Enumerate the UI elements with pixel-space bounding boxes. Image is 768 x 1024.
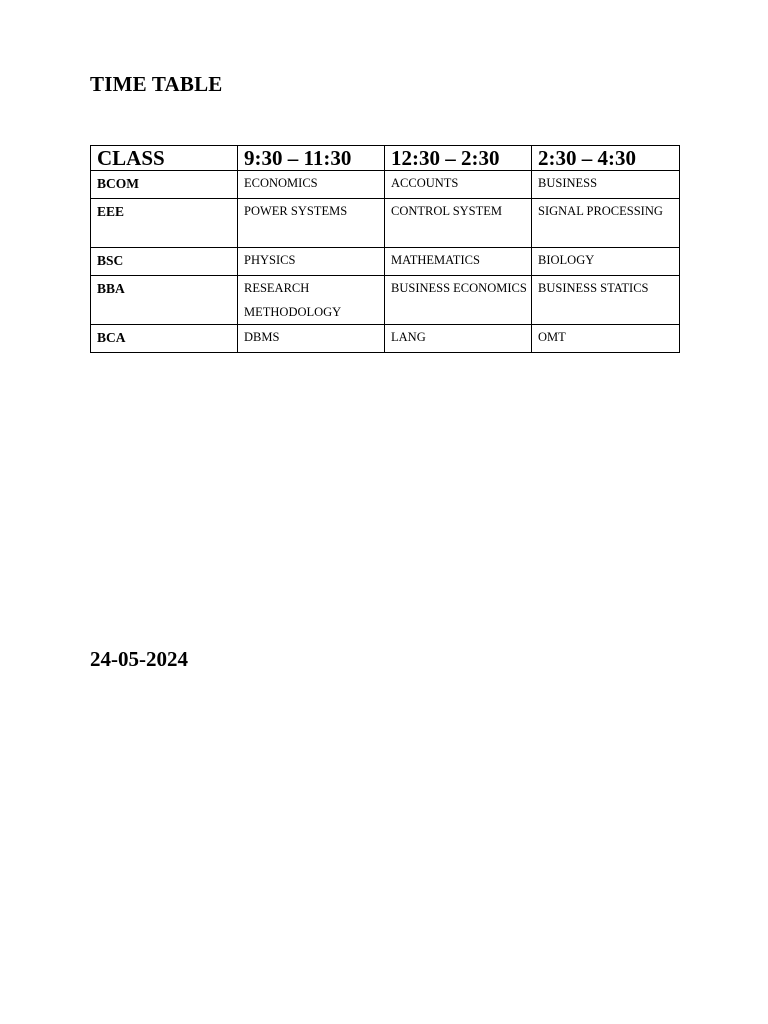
subject-cell: BUSINESS ECONOMICS [385, 276, 532, 325]
subject-cell: CONTROL SYSTEM [385, 199, 532, 248]
header-class: CLASS [91, 146, 238, 171]
header-slot-3: 2:30 – 4:30 [532, 146, 680, 171]
subject-cell: BIOLOGY [532, 248, 680, 276]
subject-cell: MATHEMATICS [385, 248, 532, 276]
table-row [91, 248, 680, 276]
subject-cell: PHYSICS [238, 248, 385, 276]
table-row [91, 325, 680, 353]
subject-cell: ECONOMICS [238, 171, 385, 199]
class-cell: EEE [91, 199, 238, 248]
header-row [91, 146, 680, 171]
header-slot-1: 9:30 – 11:30 [238, 146, 385, 171]
table-row [91, 171, 680, 199]
class-cell: BSC [91, 248, 238, 276]
subject-cell: LANG [385, 325, 532, 353]
table-row [91, 199, 680, 248]
table-row [91, 276, 680, 325]
page-title: TIME TABLE [90, 72, 223, 96]
subject-cell: SIGNAL PROCESSING [532, 199, 680, 248]
header-slot-2: 12:30 – 2:30 [385, 146, 532, 171]
class-cell: BBA [91, 276, 238, 325]
subject-cell: DBMS [238, 325, 385, 353]
subject-cell: BUSINESS STATICS [532, 276, 680, 325]
subject-cell: BUSINESS [532, 171, 680, 199]
subject-cell: ACCOUNTS [385, 171, 532, 199]
page-date: 24-05-2024 [90, 647, 188, 671]
subject-cell: RESEARCH METHODOLOGY [238, 276, 385, 325]
timetable [90, 145, 680, 353]
subject-cell: OMT [532, 325, 680, 353]
class-cell: BCOM [91, 171, 238, 199]
subject-cell: POWER SYSTEMS [238, 199, 385, 248]
class-cell: BCA [91, 325, 238, 353]
